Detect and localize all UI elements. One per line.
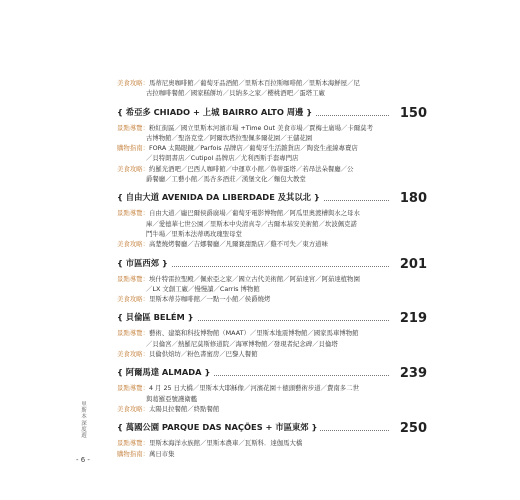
entry-category-label: 景點導覽 bbox=[117, 274, 143, 283]
toc-entry-line: 美食攻略：貝倫供焙坊／粉色書蜜房／巴黎人餐館 bbox=[117, 350, 258, 359]
toc-entry-line: 美食攻略：約羅光酒吧／巴西人咖啡館／中運草小館／魯蒂蛋塔／若昂法朵餐廳／公 bbox=[117, 164, 354, 173]
toc-entry-line: 美食攻略：里斯本蒂芬咖啡館／一點一小館／侯爵燒烤 bbox=[117, 295, 271, 304]
entry-text: 里斯本海洋水族館／里斯本農車／瓦斯科．達伽馬大橋 bbox=[148, 439, 303, 448]
section-page-number[interactable]: 201 bbox=[399, 256, 427, 272]
entry-text: ／貝倫宮／熱羅尼莫斯修道院／海軍博物館／發現者紀念碑／貝倫塔 bbox=[146, 339, 338, 348]
page-number: - 6 - bbox=[76, 456, 90, 464]
section-header[interactable] bbox=[117, 191, 427, 207]
toc-entry-line: 景點導覽：粉紅街區／國立里斯本河濱市場 +Time Out 美食市場／賈梅士廣場／卡爾莫考 bbox=[117, 123, 373, 132]
section-page-number[interactable]: 219 bbox=[399, 311, 427, 327]
toc-entry-line bbox=[117, 88, 407, 98]
entry-category-label: 美食攻略 bbox=[117, 350, 143, 359]
entry-text: 爵餐廳／工藝小館／馬杏多酒莊／漢堡文化／麵包大教堂 bbox=[146, 175, 306, 184]
entry-text: 與葛羅亞號護衛艦 bbox=[146, 394, 198, 403]
entry-text: 馬蒂尼奧咖啡館／葡萄牙品酒館／里斯本百拉斯咖啡館／里斯本海鮮屋／尼 bbox=[148, 79, 360, 87]
section-page-number[interactable]: 239 bbox=[399, 366, 427, 382]
toc-entry-line: 景點導覽：埃什特雷拉聖殿／佩索亞之家／國立古代美術館／阿茹達宮／阿茹達植物園 bbox=[117, 274, 360, 283]
entry-text: 貝倫供焙坊／粉色書蜜房／巴黎人餐館 bbox=[148, 350, 258, 359]
entry-text: 粉紅街區／國立里斯本河濱市場 +Time Out 美食市場／賈梅士廣場／卡爾莫考 bbox=[148, 123, 373, 132]
entry-text: 高楚燒烤餐廳／吉娜餐廳／凡爾賽甜點店／雞不可失／東方道味 bbox=[148, 240, 328, 249]
toc-entry-line: 景點導覽：4 月 25 日大橋／里斯本大耶穌像／河濱花園＋徳頭藝術步道／費南多二世 bbox=[117, 384, 359, 393]
section-header[interactable] bbox=[117, 256, 427, 272]
toc-entry-line bbox=[117, 133, 407, 143]
entry-text: 古博物館／聖洛克堂／阿爾坎塔拉聖佩多爾花園／王儲花園 bbox=[146, 133, 313, 142]
toc-entry-line bbox=[117, 394, 407, 404]
series-title: 里 斯 本 深 度 遊 bbox=[81, 402, 87, 440]
section-title[interactable]: { 自由大道 AVENIDA DA LIBERDADE 及其以北 } bbox=[117, 191, 323, 203]
entry-text: ／貝特朗書店／Cutipol 品牌店／尤利西斯手套專門店 bbox=[146, 154, 299, 163]
entry-category-label: 美食攻略 bbox=[117, 164, 143, 173]
entry-text: 自由大道／龐巴爾侯爵廣場／葡萄牙電影博物館／阿瓜里奧渡槽與水之母水 bbox=[148, 209, 360, 218]
entry-category-label: 美食攻略 bbox=[117, 79, 143, 87]
entry-category-label: 景點導覽 bbox=[117, 439, 143, 448]
section-title[interactable]: { 阿爾馬達 ALMADA } bbox=[117, 366, 213, 378]
toc-entry-line bbox=[117, 153, 407, 163]
entry-category-label: 美食攻略 bbox=[117, 240, 143, 249]
entry-text: 鬥牛場／里斯本法蒂瑪玫瑰聖母堂 bbox=[146, 229, 242, 238]
toc-entry-line: 購物指南：FORA 太陽眼鏡／Parfois 品牌店／葡萄牙生活雜貨店／陶瓷生產線專賣店 bbox=[117, 144, 358, 153]
entry-text: 藝術、建築和科技博物館（MAAT）／里斯本地震博物館／國家馬車博物館 bbox=[148, 329, 359, 338]
section-title[interactable]: { 市區西郊 } bbox=[117, 257, 171, 269]
toc-entry-line bbox=[117, 284, 407, 294]
entry-text: FORA 太陽眼鏡／Parfois 品牌店／葡萄牙生活雜貨店／陶瓷生產線專賣店 bbox=[148, 144, 358, 153]
toc-entry-line: 景點導覽：自由大道／龐巴爾侯爵廣場／葡萄牙電影博物館／阿瓜里奧渡槽與水之母水 bbox=[117, 209, 360, 218]
entry-category-label: 景點導覽 bbox=[117, 384, 143, 393]
entry-text: 埃什特雷拉聖殿／佩索亞之家／國立古代美術館／阿茹達宮／阿茹達植物園 bbox=[148, 274, 360, 283]
entry-text: 約羅光酒吧／巴西人咖啡館／中運草小館／魯蒂蛋塔／若昂法朵餐廳／公 bbox=[148, 164, 354, 173]
toc-entry-line: 景點導覽：里斯本海洋水族館／里斯本農車／瓦斯科．達伽馬大橋 bbox=[117, 439, 303, 448]
entry-category-label: 景點導覽 bbox=[117, 209, 143, 218]
toc-entry-line bbox=[117, 339, 407, 349]
entry-category-label: 美食攻略 bbox=[117, 295, 143, 304]
toc-entry-line bbox=[117, 219, 407, 229]
section-page-number[interactable]: 150 bbox=[399, 105, 427, 121]
section-header[interactable] bbox=[117, 421, 427, 437]
entry-text: 古拉咖啡餐館／國家糕餅坊／貝納多之家／櫻桃酒吧／蛋塔工廠 bbox=[146, 89, 325, 98]
section-title[interactable]: { 萬國公園 PARQUE DAS NAÇÕES + 市區東郊 } bbox=[117, 421, 320, 433]
table-of-contents bbox=[117, 78, 427, 459]
entry-category-label: 購物指南 bbox=[117, 144, 143, 153]
entry-text: 萬日市集 bbox=[148, 449, 175, 458]
section-title[interactable]: { 貝倫區 BELÉM } bbox=[117, 311, 197, 323]
entry-category-label: 購物指南 bbox=[117, 449, 143, 458]
entry-category-label: 景點導覽 bbox=[117, 329, 143, 338]
toc-entry-line: 美食攻略：馬蒂尼奧咖啡館／葡萄牙品酒館／里斯本百拉斯咖啡館／里斯本海鮮屋／尼 bbox=[117, 79, 360, 87]
entry-text: 庫／愛德華七世公園／里斯本中央清真寺／古爾本基安美術館／坎波佩克諾 bbox=[146, 219, 357, 228]
entry-text: 4 月 25 日大橋／里斯本大耶穌像／河濱花園＋徳頭藝術步道／費南多二世 bbox=[148, 384, 359, 393]
entry-text: 里斯本蒂芬咖啡館／一點一小館／侯爵燒烤 bbox=[148, 295, 271, 304]
section-header[interactable] bbox=[117, 105, 427, 121]
section-header[interactable] bbox=[117, 311, 427, 327]
toc-entry-line bbox=[117, 229, 407, 239]
entry-text: 太陽貝拉餐館／終點餐館 bbox=[148, 404, 220, 413]
toc-entry-line: 美食攻略：太陽貝拉餐館／終點餐館 bbox=[117, 404, 220, 413]
toc-entry-line: 購物指南：萬日市集 bbox=[117, 449, 175, 458]
entry-category-label: 景點導覽 bbox=[117, 123, 143, 132]
toc-entry-line bbox=[117, 174, 407, 184]
entry-category-label: 美食攻略 bbox=[117, 404, 143, 413]
section-title[interactable]: { 希亞多 CHIADO + 上城 BAIRRO ALTO 周邊 } bbox=[117, 106, 315, 118]
toc-entry-line: 美食攻略：高楚燒烤餐廳／吉娜餐廳／凡爾賽甜點店／雞不可失／東方道味 bbox=[117, 240, 328, 249]
entry-text: ／LX 文創工廠／慢慢讀／Carris 博物館 bbox=[146, 284, 260, 293]
section-page-number[interactable]: 250 bbox=[399, 421, 427, 437]
section-header[interactable] bbox=[117, 366, 427, 382]
section-page-number[interactable]: 180 bbox=[399, 191, 427, 207]
toc-entry-line: 景點導覽：藝術、建築和科技博物館（MAAT）／里斯本地震博物館／國家馬車博物館 bbox=[117, 329, 359, 338]
